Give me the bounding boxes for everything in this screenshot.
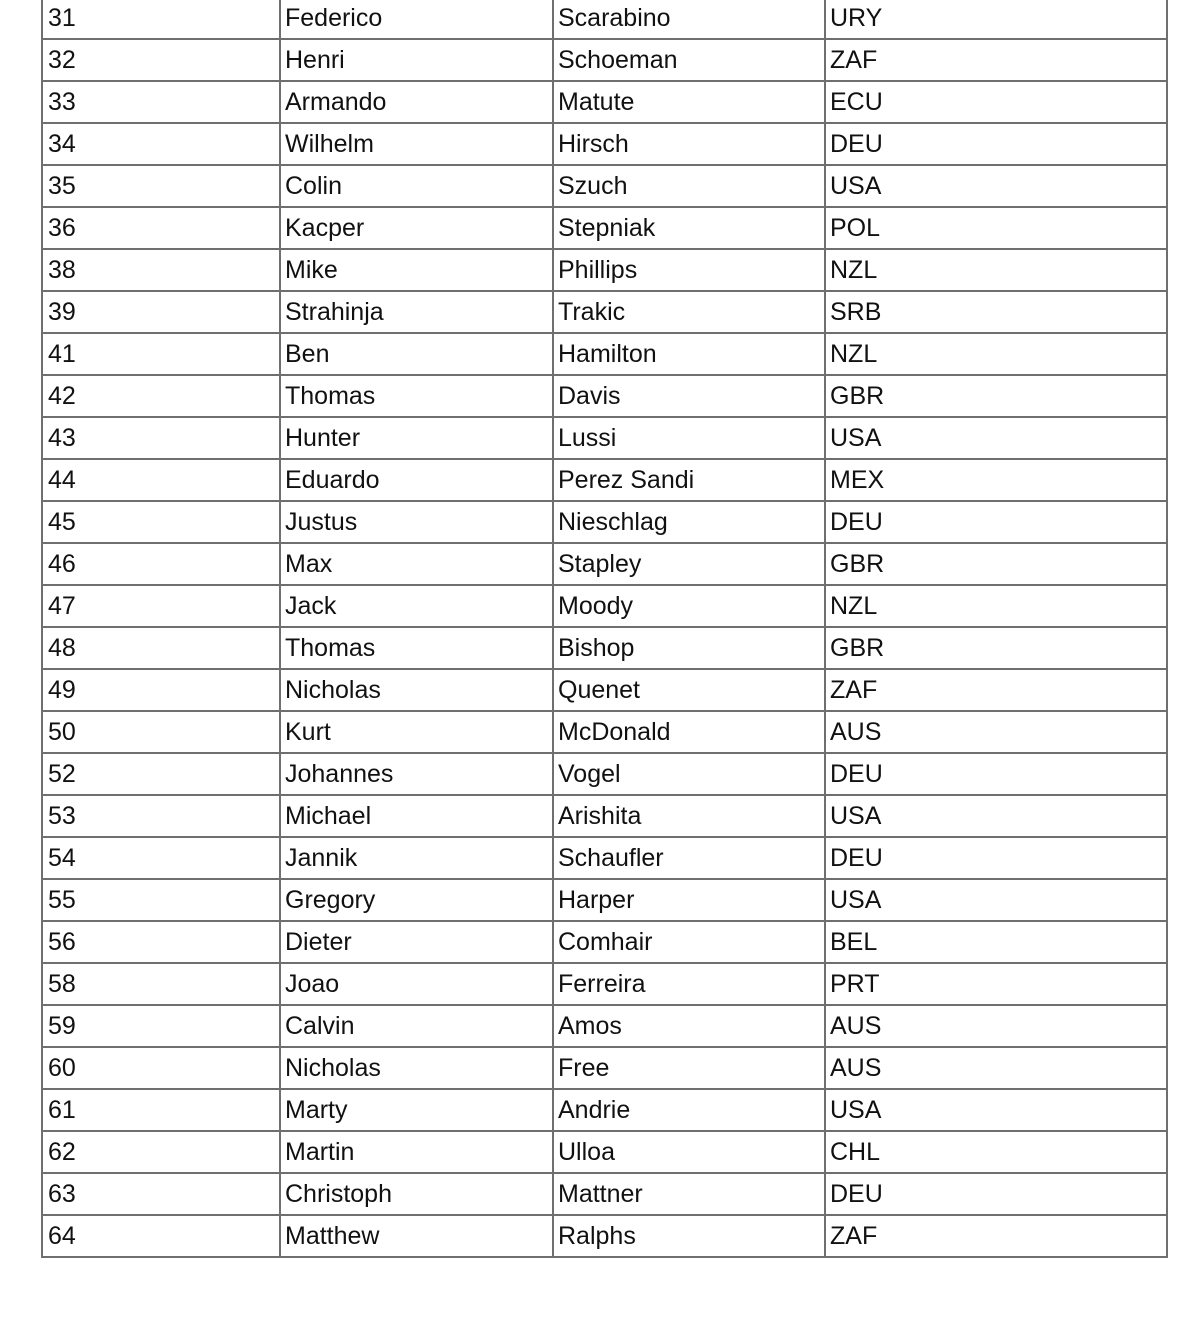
first-name-cell: Martin bbox=[280, 1131, 553, 1173]
rank-cell: 50 bbox=[42, 711, 280, 753]
last-name-cell: Schoeman bbox=[553, 39, 825, 81]
table-row bbox=[42, 585, 1167, 627]
last-name-cell: Stapley bbox=[553, 543, 825, 585]
last-name-cell: Arishita bbox=[553, 795, 825, 837]
last-name-cell: Quenet bbox=[553, 669, 825, 711]
table-row bbox=[42, 1047, 1167, 1089]
last-name-cell: Hamilton bbox=[553, 333, 825, 375]
first-name-cell: Matthew bbox=[280, 1215, 553, 1257]
rank-cell: 53 bbox=[42, 795, 280, 837]
last-name-cell: Comhair bbox=[553, 921, 825, 963]
country-cell: AUS bbox=[825, 1005, 1167, 1047]
last-name-cell: Vogel bbox=[553, 753, 825, 795]
country-cell: NZL bbox=[825, 333, 1167, 375]
last-name-cell: Trakic bbox=[553, 291, 825, 333]
rank-cell: 45 bbox=[42, 501, 280, 543]
first-name-cell: Henri bbox=[280, 39, 553, 81]
table-row bbox=[42, 0, 1167, 39]
country-cell: MEX bbox=[825, 459, 1167, 501]
rank-cell: 34 bbox=[42, 123, 280, 165]
rank-cell: 43 bbox=[42, 417, 280, 459]
first-name-cell: Michael bbox=[280, 795, 553, 837]
table-row bbox=[42, 123, 1167, 165]
rank-cell: 35 bbox=[42, 165, 280, 207]
first-name-cell: Dieter bbox=[280, 921, 553, 963]
first-name-cell: Eduardo bbox=[280, 459, 553, 501]
country-cell: AUS bbox=[825, 1047, 1167, 1089]
last-name-cell: Phillips bbox=[553, 249, 825, 291]
rank-cell: 41 bbox=[42, 333, 280, 375]
country-cell: NZL bbox=[825, 585, 1167, 627]
country-cell: SRB bbox=[825, 291, 1167, 333]
last-name-cell: Andrie bbox=[553, 1089, 825, 1131]
rank-cell: 62 bbox=[42, 1131, 280, 1173]
last-name-cell: Mattner bbox=[553, 1173, 825, 1215]
country-cell: GBR bbox=[825, 627, 1167, 669]
rank-cell: 39 bbox=[42, 291, 280, 333]
first-name-cell: Thomas bbox=[280, 627, 553, 669]
rank-cell: 33 bbox=[42, 81, 280, 123]
last-name-cell: Ulloa bbox=[553, 1131, 825, 1173]
rank-cell: 56 bbox=[42, 921, 280, 963]
last-name-cell: Free bbox=[553, 1047, 825, 1089]
country-cell: GBR bbox=[825, 543, 1167, 585]
first-name-cell: Nicholas bbox=[280, 1047, 553, 1089]
table-row bbox=[42, 165, 1167, 207]
first-name-cell: Wilhelm bbox=[280, 123, 553, 165]
table-row bbox=[42, 1089, 1167, 1131]
table-row bbox=[42, 501, 1167, 543]
country-cell: ZAF bbox=[825, 1215, 1167, 1257]
country-cell: POL bbox=[825, 207, 1167, 249]
country-cell: BEL bbox=[825, 921, 1167, 963]
rank-cell: 47 bbox=[42, 585, 280, 627]
first-name-cell: Mike bbox=[280, 249, 553, 291]
table-row bbox=[42, 921, 1167, 963]
rankings-table bbox=[41, 0, 1168, 1258]
country-cell: ZAF bbox=[825, 39, 1167, 81]
first-name-cell: Kacper bbox=[280, 207, 553, 249]
rank-cell: 64 bbox=[42, 1215, 280, 1257]
first-name-cell: Ben bbox=[280, 333, 553, 375]
first-name-cell: Christoph bbox=[280, 1173, 553, 1215]
rank-cell: 55 bbox=[42, 879, 280, 921]
rankings-table-body bbox=[42, 0, 1167, 1257]
last-name-cell: Stepniak bbox=[553, 207, 825, 249]
table-row bbox=[42, 249, 1167, 291]
last-name-cell: Ralphs bbox=[553, 1215, 825, 1257]
country-cell: USA bbox=[825, 879, 1167, 921]
last-name-cell: Schaufler bbox=[553, 837, 825, 879]
country-cell: USA bbox=[825, 1089, 1167, 1131]
country-cell: AUS bbox=[825, 711, 1167, 753]
country-cell: USA bbox=[825, 795, 1167, 837]
table-row bbox=[42, 1173, 1167, 1215]
rank-cell: 52 bbox=[42, 753, 280, 795]
first-name-cell: Marty bbox=[280, 1089, 553, 1131]
country-cell: DEU bbox=[825, 753, 1167, 795]
rankings-table-container bbox=[41, 0, 1168, 1258]
first-name-cell: Strahinja bbox=[280, 291, 553, 333]
last-name-cell: Moody bbox=[553, 585, 825, 627]
table-row bbox=[42, 963, 1167, 1005]
last-name-cell: Amos bbox=[553, 1005, 825, 1047]
rank-cell: 49 bbox=[42, 669, 280, 711]
last-name-cell: McDonald bbox=[553, 711, 825, 753]
country-cell: DEU bbox=[825, 1173, 1167, 1215]
last-name-cell: Szuch bbox=[553, 165, 825, 207]
last-name-cell: Hirsch bbox=[553, 123, 825, 165]
first-name-cell: Colin bbox=[280, 165, 553, 207]
table-row bbox=[42, 333, 1167, 375]
rank-cell: 48 bbox=[42, 627, 280, 669]
last-name-cell: Lussi bbox=[553, 417, 825, 459]
country-cell: USA bbox=[825, 417, 1167, 459]
last-name-cell: Ferreira bbox=[553, 963, 825, 1005]
table-row bbox=[42, 459, 1167, 501]
last-name-cell: Perez Sandi bbox=[553, 459, 825, 501]
table-row bbox=[42, 81, 1167, 123]
rank-cell: 54 bbox=[42, 837, 280, 879]
first-name-cell: Armando bbox=[280, 81, 553, 123]
last-name-cell: Nieschlag bbox=[553, 501, 825, 543]
country-cell: USA bbox=[825, 165, 1167, 207]
first-name-cell: Joao bbox=[280, 963, 553, 1005]
country-cell: CHL bbox=[825, 1131, 1167, 1173]
country-cell: ECU bbox=[825, 81, 1167, 123]
last-name-cell: Scarabino bbox=[553, 0, 825, 39]
rank-cell: 32 bbox=[42, 39, 280, 81]
country-cell: DEU bbox=[825, 837, 1167, 879]
first-name-cell: Johannes bbox=[280, 753, 553, 795]
first-name-cell: Max bbox=[280, 543, 553, 585]
first-name-cell: Nicholas bbox=[280, 669, 553, 711]
table-row bbox=[42, 1215, 1167, 1257]
table-row bbox=[42, 417, 1167, 459]
rank-cell: 42 bbox=[42, 375, 280, 417]
last-name-cell: Bishop bbox=[553, 627, 825, 669]
table-row bbox=[42, 711, 1167, 753]
country-cell: GBR bbox=[825, 375, 1167, 417]
table-row bbox=[42, 669, 1167, 711]
rank-cell: 60 bbox=[42, 1047, 280, 1089]
first-name-cell: Calvin bbox=[280, 1005, 553, 1047]
country-cell: DEU bbox=[825, 123, 1167, 165]
country-cell: URY bbox=[825, 0, 1167, 39]
table-row bbox=[42, 753, 1167, 795]
rank-cell: 61 bbox=[42, 1089, 280, 1131]
table-row bbox=[42, 1131, 1167, 1173]
table-row bbox=[42, 795, 1167, 837]
rank-cell: 44 bbox=[42, 459, 280, 501]
last-name-cell: Matute bbox=[553, 81, 825, 123]
first-name-cell: Gregory bbox=[280, 879, 553, 921]
table-row bbox=[42, 627, 1167, 669]
first-name-cell: Jannik bbox=[280, 837, 553, 879]
rank-cell: 31 bbox=[42, 0, 280, 39]
table-row bbox=[42, 39, 1167, 81]
table-row bbox=[42, 837, 1167, 879]
country-cell: DEU bbox=[825, 501, 1167, 543]
first-name-cell: Thomas bbox=[280, 375, 553, 417]
country-cell: ZAF bbox=[825, 669, 1167, 711]
first-name-cell: Hunter bbox=[280, 417, 553, 459]
table-row bbox=[42, 291, 1167, 333]
table-row bbox=[42, 543, 1167, 585]
table-row bbox=[42, 1005, 1167, 1047]
last-name-cell: Harper bbox=[553, 879, 825, 921]
rank-cell: 46 bbox=[42, 543, 280, 585]
last-name-cell: Davis bbox=[553, 375, 825, 417]
country-cell: NZL bbox=[825, 249, 1167, 291]
rank-cell: 63 bbox=[42, 1173, 280, 1215]
country-cell: PRT bbox=[825, 963, 1167, 1005]
rank-cell: 59 bbox=[42, 1005, 280, 1047]
first-name-cell: Federico bbox=[280, 0, 553, 39]
first-name-cell: Justus bbox=[280, 501, 553, 543]
table-row bbox=[42, 879, 1167, 921]
table-row bbox=[42, 375, 1167, 417]
rank-cell: 36 bbox=[42, 207, 280, 249]
rank-cell: 58 bbox=[42, 963, 280, 1005]
table-row bbox=[42, 207, 1167, 249]
first-name-cell: Kurt bbox=[280, 711, 553, 753]
first-name-cell: Jack bbox=[280, 585, 553, 627]
rank-cell: 38 bbox=[42, 249, 280, 291]
